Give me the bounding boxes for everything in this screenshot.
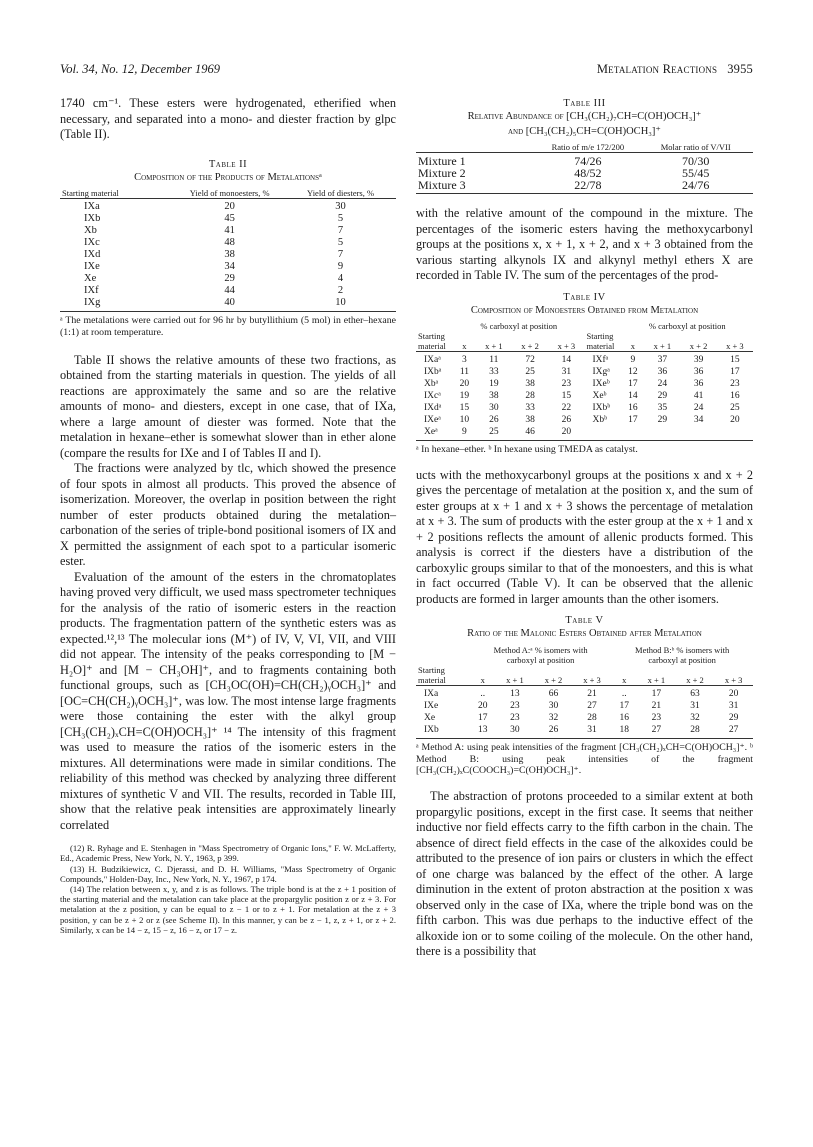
table-cell: .. <box>621 688 627 699</box>
column-header: Ratio of m/e 172/200 <box>537 142 638 153</box>
table-cell: 32 <box>690 712 700 723</box>
section-title: Metalation Reactions <box>596 62 718 76</box>
table-5-grid: Method A:ᵃ % isomers with carboxyl at position Method B:ᵇ % isomers with carboxyl at position Starting material x x + 1 x + 2 x + 3 x x + 1 x + 2 x + 3 IXa .. 13 66 21 .. 17 63 20 IXe 20 23 30 27 17 21 31 31 Xe 17 23 32 28 16 23 32 29 IXb 13 30 26 31 18 27 28 27 <box>416 645 753 739</box>
table-cell: 17 <box>478 712 488 723</box>
references <box>60 843 396 935</box>
table-row: IXb 45 5 <box>84 213 344 224</box>
table-cell: 15 <box>730 355 740 365</box>
table-cell: 13 <box>510 688 520 699</box>
table-cell: IXbᵃ <box>424 367 442 377</box>
table-3 <box>416 98 753 194</box>
right-column <box>416 96 753 960</box>
table-footnote: ᵃ In hexane–ether. ᵇ In hexane using TMEDA as catalyst. <box>416 444 638 455</box>
table-row: Mixture 2 48/52 55/45 <box>418 166 710 180</box>
table-cell: 16 <box>628 403 638 413</box>
paragraph: ucts with the methoxycarbonyl groups at the positions x and x + 2 gives the percentage of metalation at the position x, and the sum of ester groups at x + 1 and x + 3 shows the percentage of metalation at x + 3. The sum of products with the ester group at the x + 1 and x + 2 positions reflects the amount of allenic products formed. This analysis is correct if the diesters have a distribution of the carboxylic groups similar to that of the monoesters, and this is what in fact occurred (Table V). It can be observed that the allenic products are formed in larger amounts than the other isomers. <box>416 467 753 606</box>
table-row: Mixture 1 74/26 70/30 <box>418 154 710 168</box>
table-cell: 9 <box>630 355 636 365</box>
table-cell: 26 <box>534 724 573 739</box>
column-header: Starting material <box>60 188 174 199</box>
table-cell: 23 <box>510 700 520 711</box>
table-cell: 14 <box>561 355 572 365</box>
table-cell: 17 <box>619 700 629 711</box>
table-title: and [CH₃(CH₂)₅CH=C(OH)OCH₃]⁺ <box>508 125 661 137</box>
table-cell: IXeᵃ <box>424 415 441 425</box>
table-row: IXc 48 5 <box>84 237 344 248</box>
table-cell: 36 <box>657 367 668 377</box>
table-cell: 20 <box>728 688 739 699</box>
table-row: IXe 34 9 <box>84 261 344 272</box>
table-cell: 20 <box>548 426 584 441</box>
table-row <box>416 352 753 367</box>
page-header <box>60 62 753 78</box>
table-cell: 11 <box>459 367 469 377</box>
table-row <box>416 712 753 724</box>
table-cell: 10 <box>459 415 470 425</box>
table-row: IXd 38 7 <box>84 249 344 260</box>
column-header: Yield of monoesters, % <box>174 188 285 199</box>
paragraph: 1740 cm⁻¹. These esters were hydrogenated, etherified when necessary, and separated into a mono- and diester fraction by glpc (Table II). <box>60 96 396 141</box>
table-cell: 35 <box>657 403 668 413</box>
table-cell: IXgᵃ <box>592 367 610 377</box>
table-cell: 28 <box>676 724 715 739</box>
table-cell: 38 <box>489 391 499 401</box>
table-cell: 21 <box>651 700 662 711</box>
table-cell: 25 <box>476 426 512 441</box>
table-cell: IXb <box>416 724 470 739</box>
table-cell: 16 <box>619 712 629 723</box>
table-cell: 20 <box>478 700 488 711</box>
table-cell: 36 <box>693 367 704 377</box>
table-cell: 17 <box>628 379 638 389</box>
table-row <box>416 390 753 402</box>
table-cell: 36 <box>693 379 704 389</box>
table-cell: 30 <box>496 724 535 739</box>
journal-info: Vol. 34, No. 12, December 1969 <box>60 62 221 76</box>
table-cell: 37 <box>657 355 668 365</box>
table-cell: 28 <box>587 712 597 723</box>
table-cell: 19 <box>459 391 470 401</box>
reference-item: (13) H. Budzikiewicz, C. Djerassi, and D. H. Williams, "Mass Spectrometry of Organic Compounds," Holden-Day, Inc., New York, N. Y., 1967, p 174. <box>60 863 396 884</box>
table-cell: 17 <box>730 367 740 377</box>
table-cell: 3 <box>462 355 467 365</box>
table-number: Table IV <box>563 291 606 303</box>
table-cell: IXcᵃ <box>424 391 441 401</box>
column-group-header: Method B:ᵇ % isomers with carboxyl at position <box>635 644 730 665</box>
table-footnote: ᵃ The metalations were carried out for 96 hr by butyllithium (5 mol) in ether–hexane (1:1) at room temperature. <box>60 315 396 338</box>
reference-item: (12) R. Ryhage and E. Stenhagen in "Mass Spectrometry of Organic Ions," F. W. McLafferty, Ed., Academic Press, New York, N. Y., 1963, p 399. <box>60 843 396 864</box>
table-4-grid: % carboxyl at position % carboxyl at position Starting material x x + 1 x + 2 x + 3 Starting material x x + 1 x + 2 x + 3 IXaᵃ 3 11 72 14 IXfᵃ 9 37 39 15 IXbᵃ 11 33 25 31 IXgᵃ 12 36 36 17 Xbᵃ 20 19 38 23 IXeᵇ 17 24 36 23 IXcᵃ 19 38 28 15 Xeᵇ 14 29 41 16 IXdᵃ 15 30 33 22 IXbᵇ 16 35 24 25 IXeᵃ 10 26 38 26 Xbᵇ 17 29 34 20 Xeᵃ 9 25 46 20 <box>416 321 753 441</box>
table-number: Table III <box>563 98 606 109</box>
table-cell: 20 <box>730 415 740 425</box>
table-footnote: ᵃ Method A: using peak intensities of the fragment [CH₃(CH₂)ₓCH=C(OH)OCH₃]⁺. ᵇ Method B: using peak intensities of the fragment [CH₃(CH₂)ₓC(COOCH₃)=C(OH)OCH₃]⁺. <box>416 741 753 777</box>
table-cell: Xbᵇ <box>592 415 608 425</box>
table-cell: 26 <box>489 415 499 425</box>
table-cell: 23 <box>510 712 520 723</box>
left-column <box>60 96 396 935</box>
table-cell: 18 <box>611 724 637 739</box>
table-cell: 38 <box>525 379 535 389</box>
column-group-header: % carboxyl at position <box>480 321 558 331</box>
table-cell: 25 <box>525 367 535 377</box>
table-4 <box>416 292 753 456</box>
table-cell: 29 <box>657 391 668 401</box>
table-cell: 72 <box>525 355 535 365</box>
page-number: 3955 <box>727 62 753 76</box>
table-cell <box>584 426 621 441</box>
table-cell: 30 <box>489 403 499 413</box>
table-row <box>416 402 753 414</box>
table-title: Composition of the Products of Metalationsᵃ <box>134 171 322 183</box>
table-title: Relative Abundance of [CH₃(CH₂)₇CH=C(OH)OCH₃]⁺ <box>467 111 702 122</box>
table-row: IXa 20 30 <box>84 201 346 212</box>
table-cell: Xeᵃ <box>416 426 453 441</box>
paragraph: The fractions were analyzed by tlc, which showed the presence of four spots in almost all products. This proved the absence of isomerization. Moreover, the overlap in position between the right number of ester products obtained during the metalation–carbonation of the series of triple-bond positional isomers of IX and X permitted the assignment of each spot to a particular isomeric ester. <box>60 461 396 569</box>
table-cell: IXbᵇ <box>592 403 611 413</box>
table-cell: 24 <box>693 403 704 413</box>
table-row <box>416 366 753 378</box>
table-cell: 13 <box>470 724 496 739</box>
table-cell: IXdᵃ <box>424 403 442 413</box>
table-cell <box>644 426 680 441</box>
table-cell <box>622 426 645 441</box>
table-row: Xb 41 7 <box>84 225 344 236</box>
table-row <box>416 724 753 739</box>
table-cell: 66 <box>548 688 559 699</box>
table-cell: 15 <box>459 403 470 413</box>
table-cell: 30 <box>548 700 559 711</box>
table-row: IXf 44 2 <box>84 285 344 296</box>
table-number: Table II <box>208 158 248 170</box>
column-header: Starting material <box>416 331 453 352</box>
table-cell: 29 <box>657 415 668 425</box>
column-header: Starting material <box>584 331 621 352</box>
table-cell: 15 <box>561 391 572 401</box>
table-cell: 31 <box>561 367 572 377</box>
table-cell: 22 <box>561 403 572 413</box>
table-cell: 39 <box>693 355 704 365</box>
table-5 <box>416 615 753 777</box>
table-cell: 27 <box>637 724 676 739</box>
table-cell: Xbᵃ <box>424 379 439 389</box>
table-row: Mixture 3 22/78 24/76 <box>416 179 753 194</box>
column-group-header: % carboxyl at position <box>648 321 726 331</box>
table-row: IXg 40 10 <box>60 297 396 312</box>
table-row <box>416 426 753 441</box>
column-header: Yield of diesters, % <box>285 188 396 199</box>
table-cell: 19 <box>489 379 499 389</box>
table-cell: IXeᵇ <box>592 379 610 389</box>
table-cell: 25 <box>730 403 740 413</box>
table-cell: IXaᵃ <box>424 355 441 365</box>
table-cell: 38 <box>525 415 535 425</box>
table-3-grid <box>416 142 753 194</box>
table-cell: 31 <box>728 700 739 711</box>
table-number: Table V <box>565 615 604 627</box>
table-cell: .. <box>480 688 486 699</box>
table-cell: Xe <box>424 712 436 723</box>
table-cell: 21 <box>587 688 597 699</box>
paragraph: with the relative amount of the compound in the mixture. The percentages of the isomeric esters having the methoxycarbonyl groups at the positions x, x + 1, x + 2, and x + 3 obtained from the various starting alkynols IX and alkynyl methyl ethers X are recorded in Table IV. The sum of the percentages of the prod- <box>416 206 753 282</box>
table-cell: IXfᵃ <box>592 355 609 365</box>
table-cell: 9 <box>453 426 476 441</box>
table-cell: 24 <box>657 379 668 389</box>
table-cell: 31 <box>573 724 612 739</box>
table-cell: 33 <box>489 367 499 377</box>
table-2 <box>60 159 396 339</box>
table-cell: 17 <box>651 688 662 699</box>
table-cell: IXa <box>424 688 439 699</box>
table-cell: 29 <box>728 712 739 723</box>
table-cell: 17 <box>628 415 638 425</box>
table-row: Xe 29 4 <box>84 273 344 284</box>
table-cell: 23 <box>730 379 740 389</box>
table-cell: Xeᵇ <box>592 391 607 401</box>
table-cell: 12 <box>628 367 638 377</box>
paragraph: The abstraction of protons proceeded to a similar extent at both propargylic positions, except in the first case. It seems that neither inductive nor field effects carry to the fifth carbon in the chain. The absence of direct field effects in the case of the alkoxides could be attributed to the presence of ion pairs or clusters in which the effect of one charge was balanced by the effect of the other. A large diminution in the extent of proton abstraction at the position x was observed only in the case of IXa, where the triple bond was on the fifth carbon. This was due perhaps to the inductive effect of the alkoxide ion or to some coiling of the molecule. On the other hand, there is a possibility that <box>416 789 753 959</box>
table-row <box>416 685 753 700</box>
table-cell: 33 <box>525 403 535 413</box>
table-cell <box>680 426 716 441</box>
column-group-header: Method A:ᵃ % isomers with carboxyl at position <box>493 644 588 665</box>
table-cell: 23 <box>651 712 662 723</box>
table-cell: 46 <box>512 426 548 441</box>
table-cell: 34 <box>693 415 704 425</box>
table-cell: 31 <box>690 700 700 711</box>
table-cell: 27 <box>714 724 753 739</box>
table-2-grid <box>60 188 396 312</box>
table-cell: 28 <box>525 391 535 401</box>
table-cell: 63 <box>690 688 700 699</box>
table-cell: 41 <box>693 391 704 401</box>
table-row <box>416 414 753 426</box>
table-cell: 26 <box>561 415 572 425</box>
paragraph: Evaluation of the amount of the esters in the chromatoplates having proved very difficult, we used mass spectrometer techniques for the analysis of the ratio of isomeric esters in the reaction products. The fragmentation pattern of the synthetic esters was as expected.¹²,¹³ The molecular ions (M⁺) of IV, V, VI, VII, and VIII did not appear. The intensity of the peaks corresponding to [M − H₂O]⁺ and [M − CH₃OH]⁺, and to fragments containing both functional groups, such as [CH₃OC(OH)=CH(CH₂)ᵧOCH₃]⁺ and [OC=CH(CH₂)ᵧOCH₃]⁺, was low. The most intense large fragments were those containing the ester with the alkyl group [CH₃(CH₂)ₓCH=C(OH)OCH₃]⁺ ¹⁴ The intensity of this fragment was used to measure the ratios of the isomeric esters in the mixtures. All determinations were made in similar conditions. The reliability of this method was checked by analyzing three different mixtures of synthetic V and VII. The results, recorded in Table III, show that the relative peak intensities are approximately linearly correlated <box>60 569 396 832</box>
table-cell: 23 <box>561 379 572 389</box>
column-header: Molar ratio of V/VII <box>638 142 753 153</box>
table-cell: 11 <box>489 355 499 365</box>
table-row <box>416 700 753 712</box>
table-cell: 14 <box>628 391 638 401</box>
table-cell: 16 <box>730 391 740 401</box>
table-cell: 20 <box>459 379 470 389</box>
paragraph: Table II shows the relative amounts of these two fractions, as obtained from the starting materials in question. The yields of all reactions are approximately the same and so are the relative amounts of mono- and diesters, except in one case, that of IXa, where a large amount of diester was formed. Note that the metalation in hexane–ether is somewhat slower than in ether alone (compare the results for IXe and I of Tables II and I). <box>60 352 396 460</box>
table-cell: 32 <box>548 712 559 723</box>
column-header: Starting material <box>416 665 470 686</box>
table-cell: 27 <box>587 700 597 711</box>
running-head <box>597 62 753 77</box>
table-cell <box>717 426 753 441</box>
table-title: Ratio of the Malonic Esters Obtained after Metalation <box>467 628 702 640</box>
table-title: Composition of Monoesters Obtained from Metalation <box>470 304 699 316</box>
table-row <box>416 378 753 390</box>
reference-item: (14) The relation between x, y, and z is as follows. The triple bond is at the z + 1 position of the starting material and the metalation can take place at the propargylic position z or z + 3. For metalation at the z position, y can be equal to z − 1 or to z + 1. For metalation at the z + 3 position, y can be z + 2 or z (see Scheme II). In this manner, y can be z − 1, z, z + 1, or z + 2. Similarly, x can be 14 − z, 15 − z, 16 − z, or 17 − z. <box>60 883 396 935</box>
table-cell: IXe <box>424 700 439 711</box>
